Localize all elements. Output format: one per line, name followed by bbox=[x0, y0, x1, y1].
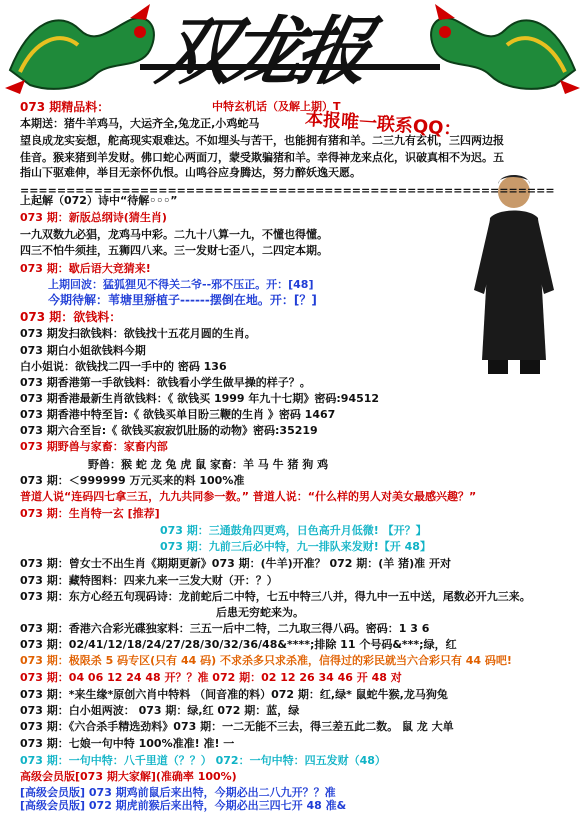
text-line: 073 期：七娘一句中特 100%准准! 准! 一 bbox=[20, 737, 235, 750]
text-line: 073 期：曾女士不出生肖《期期更新》073 期：(牛羊)开准？ 072 期：(羊 猪)准 开对 bbox=[20, 557, 451, 570]
text-line: 上起解（072）诗中“待解◦◦◦” bbox=[20, 194, 178, 207]
text-line: 073 期：＜999999 万元买来的料 100%准 bbox=[20, 474, 245, 487]
text-line: 073 期精品料： bbox=[20, 100, 110, 114]
text-line: 073 期白小姐欲钱料今期 bbox=[20, 344, 146, 357]
text-line: 白小姐说：欲钱找二四一手中的 密码 136 bbox=[20, 360, 227, 373]
divider: ========================================================== bbox=[20, 184, 555, 197]
text-line: 073 期香港最新生肖欲钱料：《 欲钱买 1999 年九十七期》密码:94512 bbox=[20, 392, 380, 405]
text-line: 高级会员版[073 期大家解](准确率 100%) bbox=[20, 770, 237, 783]
text-line: 中特玄机话（及解上期）T bbox=[212, 100, 341, 113]
contact-ad: 本报唯一联系QQ： bbox=[304, 108, 463, 141]
text-line: 佳音。猴来猪到羊发财。佛口蛇心两面刀，蒙受欺骗猪和羊。幸得神龙来点化，识破真相不为迟。五 bbox=[20, 151, 504, 164]
text-line: 野兽：猴 蛇 龙 兔 虎 鼠 家畜：羊 马 牛 猪 狗 鸡 bbox=[88, 458, 329, 471]
text-line: 073 期：三通鼓角四更鸡，日色高升月低微! 【开？】 bbox=[160, 524, 427, 537]
text-line: 073 期：白小姐两波： 073 期：绿,红 072 期：蓝，绿 bbox=[20, 704, 300, 717]
text-line: 四三不怕牛须挂，五狮四八来。三一发财七歪八，二四定本期。 bbox=[20, 244, 328, 257]
text-line: 本期送：猪牛羊鸡马，大运齐全,兔龙正,小鸡蛇马 bbox=[20, 117, 260, 130]
text-line: 073 期六合至旨:《 欲钱买寂寂饥肚肠的动物》密码:35219 bbox=[20, 424, 318, 437]
text-line: 073 期香港第一手欲钱料：欲钱看小学生做早操的样子？。 bbox=[20, 376, 311, 389]
text-line: [高级会员版] 073 期鸡前鼠后来出特，今期必出二八九开？？准 bbox=[20, 786, 336, 799]
text-line: 073 期野兽与家畜：家畜内部 bbox=[20, 440, 168, 453]
text-line: 073 期：新版总纲诗(猜生肖) bbox=[20, 211, 167, 224]
text-line: 073 期：一句中特：八千里道（？？） 072：一句中特：四五发财（48） bbox=[20, 754, 386, 767]
text-line: 073 期：02/41/12/18/24/27/28/30/32/36/48&****;排除 11 个号码&***;绿，红 bbox=[20, 638, 457, 651]
text-line: 073 期香港中特至旨:《 欲钱买单目盼三鞭的生肖 》密码 1467 bbox=[20, 408, 336, 421]
text-line: 073 期：生肖特一玄 [推荐] bbox=[20, 507, 160, 520]
text-line: 073 期：歇后语大竞猜来! bbox=[20, 262, 151, 275]
text-line: 073 期：东方心经五句现码诗：龙前蛇后二中特，七五中特三八并，得九中一五中送，尾数必开九三来。 bbox=[20, 590, 531, 603]
text-line: 普道人说“连码四七拿三五，九九共同参一数。” 普道人说：“什么样的男人对美女最感兴趣？” bbox=[20, 490, 477, 503]
text-line: 073 期：香港六合彩光碟独家料：三五一后中二特，二九取三得八码。密码：1 3 6 bbox=[20, 622, 430, 635]
text-line: 指山下驱难伸，举目无亲怀仇恨。山鸣谷应身腾达，努力醉妖逸天愿。 bbox=[20, 166, 361, 179]
text-line: [高级会员版] 072 期虎前猴后来出特，今期必出三四七开 48 准& bbox=[20, 799, 347, 812]
text-line: 望良成龙实妄想，舵高现实艰难达。不如埋头与苦干，也能拥有猪和羊。二三九有玄机，三四两边报 bbox=[20, 134, 504, 147]
text-line: 一九双数九必猖，龙鸡马中彩。二九十八算一九，不懂也得懂。 bbox=[20, 228, 328, 241]
text-line: 073 期：九前三后必中特，九一排队来发财!【开 48】 bbox=[160, 540, 431, 553]
text-line: 073 期：04 06 12 24 48 开？？准 072 期：02 12 26 34 46 开 48 对 bbox=[20, 671, 402, 684]
text-line: 073 期：欲钱料： bbox=[20, 310, 122, 324]
text-line: 今期待解：苇塘里掰植子------摆倒在地。开：[？] bbox=[48, 293, 317, 307]
text-line: 073 期：极限杀 5 码专区(只有 44 码) 不求杀多只求杀准，信得过的彩民就当六合彩只有 44 码吧! bbox=[20, 654, 512, 667]
text-line: 073 期：*来生缘*原创六肖中特料 （间音准的料）072 期：红,绿* 鼠蛇牛猴,龙马狗兔 bbox=[20, 688, 448, 701]
text-line: 上期回波：猛狐狸见不得关二爷--邪不压正。开：[48] bbox=[48, 278, 314, 291]
text-line: 073 期发扫欲钱料：欲钱找十五花月圆的生肖。 bbox=[20, 327, 256, 340]
text-line: 后患无穷蛇来为。 bbox=[216, 606, 304, 619]
text-line: 073 期：《六合杀手精选劲料》073 期：一二无能不三去，得三差五此二数。 鼠 龙 大单 bbox=[20, 720, 454, 733]
page-title: 双龙报 bbox=[150, 9, 374, 95]
text-line: 073 期：藏特图料：四来九来一三发大财（开：？） bbox=[20, 574, 278, 587]
